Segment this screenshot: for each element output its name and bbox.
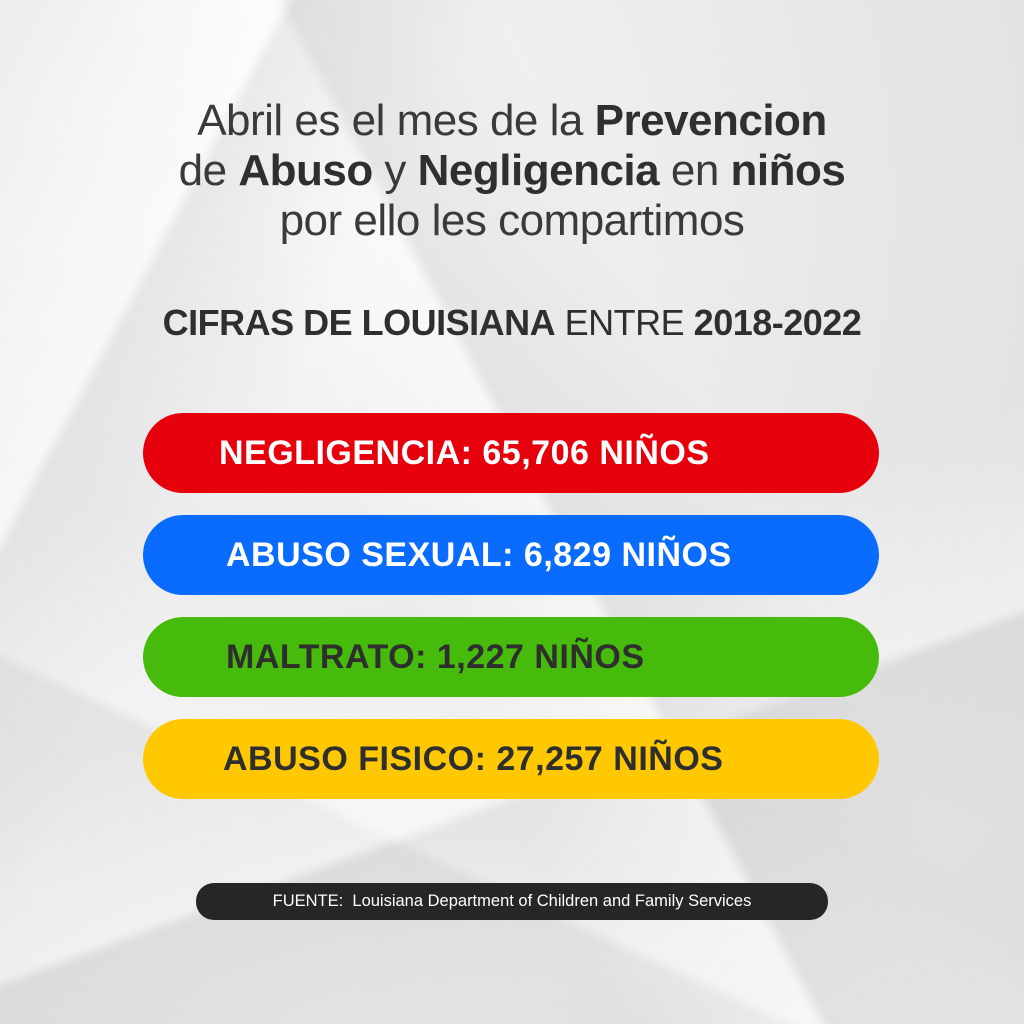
subhead-bold-region: CIFRAS DE LOUISIANA — [162, 302, 556, 343]
headline-line-1 — [0, 96, 1024, 146]
source-badge: FUENTE: Louisiana Department of Children and Family Services — [196, 883, 828, 920]
headline-text: en — [659, 146, 731, 195]
headline-bold-prevencion: Prevencion — [594, 96, 827, 145]
subhead — [0, 298, 1024, 348]
stat-label: MALTRATO: 1,227 NIÑOS — [226, 638, 645, 676]
headline-bold-ninos: niños — [730, 146, 846, 195]
headline — [0, 96, 1024, 246]
stat-pill-negligencia — [143, 413, 879, 493]
headline-text: de — [178, 146, 239, 195]
stat-pill-maltrato — [143, 617, 879, 697]
headline-text: y — [372, 146, 418, 195]
subhead-text: ENTRE — [555, 302, 694, 343]
headline-line-2 — [0, 146, 1024, 196]
stat-label: ABUSO FISICO: 27,257 NIÑOS — [223, 740, 724, 778]
headline-bold-negligencia: Negligencia — [417, 146, 660, 195]
stat-label: NEGLIGENCIA: 65,706 NIÑOS — [219, 434, 710, 472]
stat-label: ABUSO SEXUAL: 6,829 NIÑOS — [226, 536, 732, 574]
headline-text: Abril es el mes de la — [197, 96, 595, 145]
headline-bold-abuso: Abuso — [238, 146, 373, 195]
stat-pill-abuso-fisico — [143, 719, 879, 799]
stat-pill-abuso-sexual — [143, 515, 879, 595]
headline-line-3: por ello les compartimos — [279, 196, 745, 245]
subhead-bold-years: 2018-2022 — [693, 302, 862, 343]
